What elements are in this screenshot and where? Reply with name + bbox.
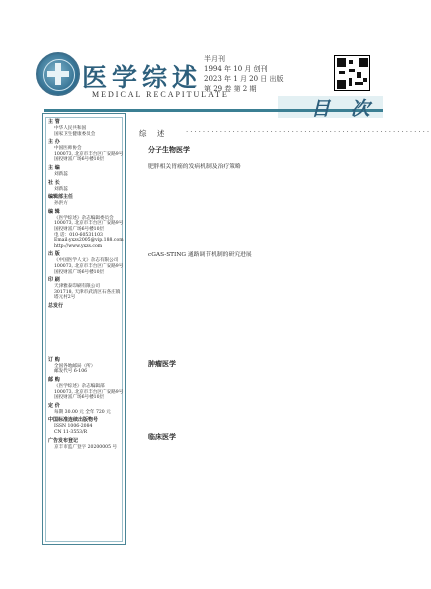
pub-date: 2023 年 1 月 20 日 出版 [204, 75, 284, 83]
masthead-line: CN 11-3553/R [54, 430, 88, 435]
masthead-heading: 主 办 [48, 139, 60, 146]
section-title: 分子生物医学 [148, 146, 190, 154]
masthead-heading: 社 长 [48, 179, 60, 186]
section-title: 肿瘤医学 [148, 360, 176, 368]
masthead-line: 100073, 北京市丰台区广安路9号 [54, 264, 124, 269]
masthead-line: 国投财富广场6号楼10层 [54, 227, 105, 232]
masthead-heading: 出 版 [48, 251, 60, 258]
masthead-line: ISSN 1006-2084 [54, 424, 93, 430]
masthead-line: 邮发代号 6-106 [54, 369, 88, 375]
masthead-line: 国投财富广场6号楼10层 [54, 269, 105, 275]
journal-title-cn: 医学综述 [82, 63, 203, 92]
masthead-line: 国家卫生健康委员会 [54, 131, 96, 137]
masthead-heading: 主 编 [48, 165, 60, 171]
logo-cross-horizontal [47, 71, 69, 77]
journal-logo [36, 52, 80, 96]
article-title[interactable]: 肥胖相关胃癌的发病机制及治疗策略 [148, 164, 241, 170]
section-title: 临床医学 [148, 433, 176, 441]
masthead-line: 国投财富广场6号楼10层 [54, 157, 105, 163]
masthead-line: 《医学综述》杂志编辑委员会 [54, 215, 114, 221]
masthead-line: 100073, 北京市丰台区广安路9号 [54, 389, 124, 395]
masthead-heading: 总发行 [48, 303, 64, 309]
pub-founded: 1994 年 10 月 创刊 [204, 65, 268, 73]
masthead-heading: 中国标准连续出版物号 [48, 417, 99, 424]
masthead-line: 全国各地邮局（所） [54, 363, 96, 369]
qr-code[interactable] [334, 55, 370, 91]
section-header-review: 综 述 [139, 129, 169, 138]
masthead-heading: 邮 购 [48, 377, 60, 383]
masthead-heading: 广告发布登记 [48, 437, 79, 444]
masthead-column [42, 113, 126, 545]
masthead-line: 中国医师协会 [54, 146, 82, 152]
journal-title-en: MEDICAL RECAPITULATE [92, 90, 229, 99]
masthead-line: 塔元村2号 [54, 295, 76, 301]
masthead-line: 中华人民共和国 [54, 126, 87, 131]
masthead-line: 刘新蕊 [54, 172, 68, 177]
pub-volume: 第 29 卷 第 2 期 [204, 85, 257, 93]
masthead-heading: 编辑部主任 [48, 194, 74, 201]
masthead-line: 《中国医学人文》杂志有限公司 [54, 258, 119, 264]
toc-label: 目 次 [311, 98, 377, 120]
masthead-line: 100073, 北京市丰台区广安路9号 [54, 151, 124, 157]
masthead-line: 国投财富广场6号楼10层 [54, 395, 105, 401]
masthead-heading: 主 管 [48, 119, 60, 125]
article-title[interactable]: cGAS-STING 通路调节机制的研究进展 [148, 252, 252, 258]
masthead-line: 电 话：010-60531103 [54, 232, 103, 238]
masthead-line: 《医学综述》杂志编辑部 [54, 384, 105, 389]
masthead-line: http://www.yxzs.com [54, 243, 103, 249]
masthead-line: 孙洪方 [54, 201, 68, 207]
section-header-dots: ·························································· [186, 128, 431, 136]
masthead-line: 天津雅泰印刷有限公司 [54, 284, 100, 290]
masthead-heading: 定 价 [48, 402, 60, 409]
masthead-heading: 印 刷 [48, 277, 60, 284]
masthead-line: Email:yxzs2005@vip.188.com [54, 238, 124, 244]
masthead-line: 301718, 天津市武清区石各庄镇 [54, 289, 121, 295]
masthead-line: 每期 30.00 元 全年 720 元 [54, 409, 111, 415]
masthead-line: 刘新蕊 [54, 186, 68, 192]
masthead-heading: 订 购 [48, 356, 60, 363]
masthead-line: 京丰市监广登字 20200005 号 [54, 444, 118, 450]
masthead-line: 100073, 北京市丰台区广安路9号 [54, 221, 124, 227]
pub-frequency: 半月刊 [204, 55, 225, 63]
masthead-heading: 编 辑 [48, 208, 60, 215]
